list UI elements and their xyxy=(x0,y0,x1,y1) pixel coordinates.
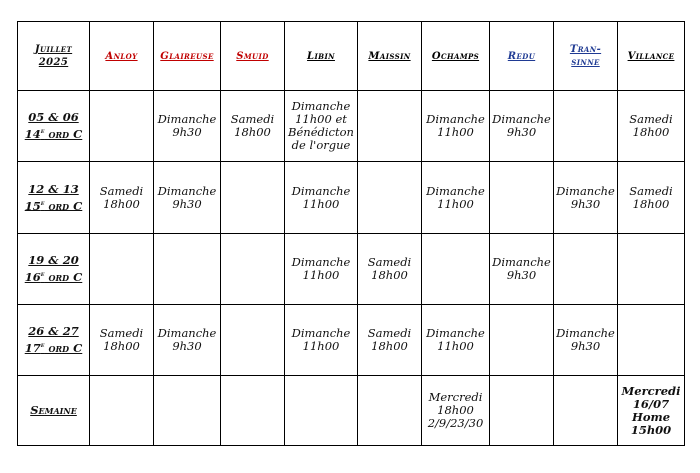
ordinal-suffix: e xyxy=(40,126,45,136)
column-header-anloy xyxy=(90,22,154,91)
column-header-redu xyxy=(490,22,554,91)
schedule-cell xyxy=(221,305,285,376)
row-date-label: 26 & 27 xyxy=(28,324,79,339)
mass-time-line: de l'orgue xyxy=(291,138,351,152)
mass-time-line: Dimanche xyxy=(426,183,485,198)
row-date-label: Semaine xyxy=(30,403,77,417)
column-label: Anloy xyxy=(105,50,138,62)
schedule-cell xyxy=(554,91,618,162)
liturgical-label: ord C xyxy=(44,126,83,141)
schedule-cell xyxy=(358,305,422,376)
schedule-cell xyxy=(221,91,285,162)
schedule-cell xyxy=(422,376,490,446)
column-label: Tran- xyxy=(569,44,602,55)
mass-time-line: 18h00 xyxy=(103,339,140,353)
month-name: Juillet xyxy=(34,44,73,55)
schedule-cell xyxy=(221,376,285,446)
mass-time-line: 15h00 xyxy=(630,422,672,437)
mass-time-line: Mercredi xyxy=(428,390,483,404)
mass-time-line: Mercredi xyxy=(621,383,681,398)
schedule-cell xyxy=(285,234,358,305)
month-header xyxy=(18,22,90,91)
column-label: Redu xyxy=(507,50,536,62)
mass-time-line: 11h00 et xyxy=(295,112,347,126)
row-date-cell xyxy=(18,162,90,234)
row-date-cell xyxy=(18,376,90,446)
liturgical-label: ord C xyxy=(44,198,83,213)
mass-time-line: Dimanche xyxy=(157,326,217,340)
row-sunday-label xyxy=(20,196,87,213)
schedule-cell xyxy=(358,234,422,305)
schedule-cell xyxy=(154,91,221,162)
column-header-maissin xyxy=(358,22,422,91)
mass-time-line: Dimanche xyxy=(556,183,615,198)
schedule-cell xyxy=(154,376,221,446)
mass-time-line: 9h30 xyxy=(172,125,202,139)
schedule-cell xyxy=(358,162,422,234)
schedule-cell xyxy=(618,91,685,162)
schedule-cell xyxy=(221,234,285,305)
schedule-cell xyxy=(618,376,685,446)
mass-time-line: 11h00 xyxy=(437,125,474,139)
mass-time-line: Samedi xyxy=(367,326,412,340)
schedule-cell xyxy=(358,376,422,446)
column-label: Ochamps xyxy=(431,50,480,62)
schedule-cell xyxy=(490,162,554,234)
schedule-cell xyxy=(490,305,554,376)
column-label: Glaireuse xyxy=(160,50,214,62)
mass-time-line: 9h30 xyxy=(172,196,202,211)
mass-time-line: Samedi xyxy=(629,183,673,198)
mass-time-line: 16/07 xyxy=(632,396,670,411)
sunday-number: 14 xyxy=(24,126,41,141)
schedule-cell xyxy=(90,162,154,234)
schedule-cell xyxy=(618,234,685,305)
mass-time-line: 11h00 xyxy=(437,339,474,353)
mass-time-line: 11h00 xyxy=(302,196,340,211)
schedule-row xyxy=(18,305,685,376)
mass-time-line: Samedi xyxy=(99,326,144,340)
schedule-cell xyxy=(618,305,685,376)
sunday-number: 15 xyxy=(24,198,41,213)
ordinal-suffix: e xyxy=(40,197,45,207)
column-label: Smuid xyxy=(236,50,269,62)
row-date-label: 05 & 06 xyxy=(28,110,79,125)
row-sunday-label xyxy=(20,267,87,284)
schedule-cell xyxy=(285,305,358,376)
schedule-cell xyxy=(554,162,618,234)
mass-time-line: 9h30 xyxy=(506,268,537,282)
ordinal-suffix: e xyxy=(40,269,45,279)
ordinal-suffix: e xyxy=(40,340,45,350)
mass-time-line: 18h00 xyxy=(632,196,670,211)
row-sunday-label xyxy=(20,338,87,355)
schedule-cell xyxy=(285,162,358,234)
mass-time-line: Dimanche xyxy=(426,326,485,340)
mass-time-line: 18h00 xyxy=(437,403,474,417)
row-date-cell xyxy=(18,234,90,305)
column-header-libin xyxy=(285,22,358,91)
schedule-cell xyxy=(154,305,221,376)
mass-time-line: Bénédicton xyxy=(288,125,354,139)
mass-time-line: 18h00 xyxy=(371,268,408,282)
mass-time-line: 9h30 xyxy=(570,339,601,353)
mass-time-line: 11h00 xyxy=(437,196,474,211)
mass-time-line: 11h00 xyxy=(302,339,340,353)
row-date-cell xyxy=(18,91,90,162)
column-header-villance xyxy=(618,22,685,91)
column-header-smuid xyxy=(221,22,285,91)
mass-time-line: 9h30 xyxy=(172,339,202,353)
mass-time-line: Dimanche xyxy=(157,112,217,126)
schedule-cell xyxy=(554,305,618,376)
column-label: Libin xyxy=(307,50,335,62)
mass-time-line: Samedi xyxy=(367,255,412,269)
header-row xyxy=(18,22,685,91)
schedule-table xyxy=(17,21,685,446)
schedule-cell xyxy=(285,91,358,162)
mass-time-line: Dimanche xyxy=(492,255,551,269)
row-sunday-label xyxy=(20,124,87,141)
column-label-line2: sinne xyxy=(571,57,600,68)
mass-time-line: 9h30 xyxy=(570,196,601,211)
row-date-label: 12 & 13 xyxy=(28,181,79,196)
mass-time-line: Dimanche xyxy=(157,183,217,198)
schedule-cell xyxy=(221,162,285,234)
mass-time-line: Samedi xyxy=(230,112,275,126)
schedule-cell xyxy=(90,91,154,162)
column-header-glaireuse xyxy=(154,22,221,91)
schedule-row xyxy=(18,91,685,162)
month-year: 2025 xyxy=(38,57,69,68)
schedule-cell xyxy=(422,162,490,234)
schedule-cell xyxy=(90,234,154,305)
schedule-cell xyxy=(422,234,490,305)
schedule-row xyxy=(18,376,685,446)
mass-time-line: 9h30 xyxy=(506,125,537,139)
schedule-cell xyxy=(490,376,554,446)
mass-time-line: 11h00 xyxy=(302,268,340,282)
schedule-cell xyxy=(490,234,554,305)
mass-time-line: Dimanche xyxy=(291,255,351,269)
mass-time-line: Samedi xyxy=(99,183,144,198)
column-label: Maissin xyxy=(368,50,411,62)
mass-time-line: Dimanche xyxy=(426,112,485,126)
mass-time-line: Dimanche xyxy=(291,183,351,198)
schedule-cell xyxy=(358,91,422,162)
sunday-number: 16 xyxy=(24,269,41,284)
mass-time-line: Home xyxy=(631,409,671,424)
schedule-cell xyxy=(90,305,154,376)
schedule-cell xyxy=(422,91,490,162)
schedule-cell xyxy=(285,376,358,446)
sunday-number: 17 xyxy=(24,340,41,355)
mass-time-line: 18h00 xyxy=(103,196,140,211)
schedule-row xyxy=(18,162,685,234)
schedule-cell xyxy=(422,305,490,376)
schedule-cell xyxy=(490,91,554,162)
schedule-cell xyxy=(154,162,221,234)
mass-time-line: Dimanche xyxy=(291,99,351,113)
mass-time-line: 18h00 xyxy=(632,125,670,139)
mass-time-line: 18h00 xyxy=(371,339,408,353)
schedule-cell xyxy=(90,376,154,446)
liturgical-label: ord C xyxy=(44,269,83,284)
schedule-cell xyxy=(554,376,618,446)
row-date-cell xyxy=(18,305,90,376)
mass-time-line: Samedi xyxy=(629,112,673,126)
row-date-label: 19 & 20 xyxy=(28,253,79,268)
mass-time-line: 18h00 xyxy=(234,125,271,139)
schedule-row xyxy=(18,234,685,305)
column-header-ochamps xyxy=(422,22,490,91)
column-header-transinne xyxy=(554,22,618,91)
schedule-cell xyxy=(554,234,618,305)
mass-time-line: Dimanche xyxy=(556,326,615,340)
liturgical-label: ord C xyxy=(44,340,83,355)
mass-time-line: 2/9/23/30 xyxy=(427,416,484,430)
schedule-cell xyxy=(618,162,685,234)
schedule-cell xyxy=(154,234,221,305)
column-label: Villance xyxy=(627,50,675,62)
schedule-body xyxy=(18,22,685,446)
mass-time-line: Dimanche xyxy=(291,326,351,340)
mass-time-line: Dimanche xyxy=(492,112,551,126)
